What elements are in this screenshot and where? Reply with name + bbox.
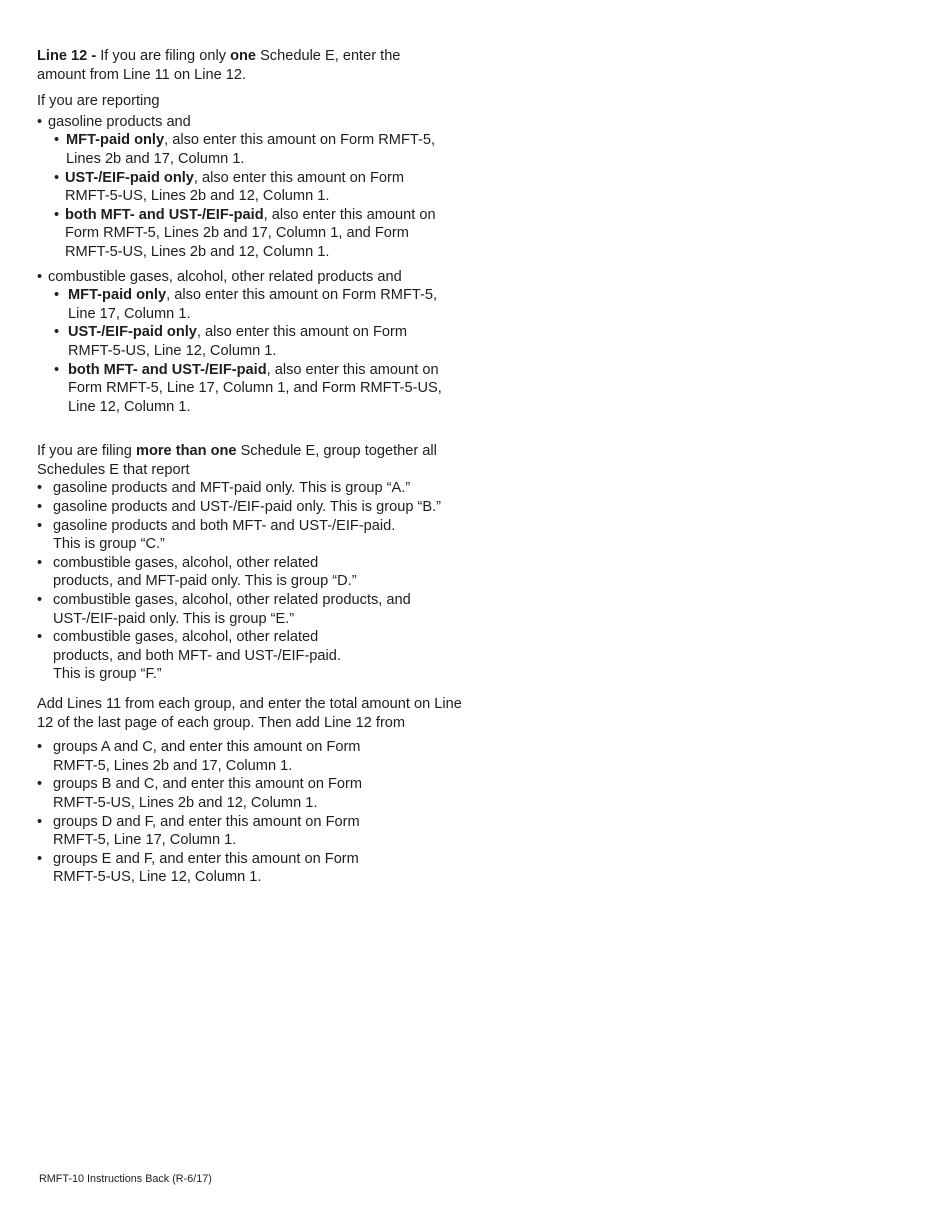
bullet: • — [37, 813, 43, 830]
group-item-c — [37, 517, 423, 554]
add-text: groups B and C, and enter this amount on Form RMFT-5-US, Lines 2b and 12, Column 1. — [53, 776, 363, 811]
group-text: gasoline products and UST-/EIF-paid only. This is group “B.” — [53, 499, 441, 516]
bullet: • — [37, 517, 43, 534]
add-text: groups E and F, and enter this amount on Form RMFT-5-US, Line 12, Column 1. — [53, 850, 359, 886]
group-text: gasoline products and MFT-paid only. This is group “A.” — [53, 480, 411, 497]
multiple-emph: more than one — [135, 443, 237, 460]
item-text: , also enter this amount on Form RMFT-5, Lines 2b and 17, Column 1, and Form RMFT-5-US, Lines 2b and 12, Column 1. — [65, 206, 436, 260]
item-bold: MFT-paid only — [66, 132, 165, 149]
item-text: , also enter this amount on Form RMFT-5, Line 17, Column 1. — [68, 287, 437, 322]
reporting-intro: If you are reporting — [37, 93, 160, 110]
item-bold: UST-/EIF-paid only — [68, 324, 197, 341]
combustible-section — [37, 268, 477, 287]
line12-text-b: Schedule E, enter the amount from Line 11 on Line 12. — [37, 48, 401, 83]
page-footer: RMFT-10 Instructions Back (R-6/17) — [39, 1173, 212, 1185]
gasoline-item-both — [37, 206, 450, 262]
bullet: • — [37, 113, 43, 130]
bullet: • — [37, 629, 43, 646]
item-text: , also enter this amount on Form RMFT-5, Line 17, Column 1, and Form RMFT-5-US, Line 12, Column 1. — [68, 361, 442, 415]
gasoline-item-mft — [37, 131, 471, 168]
bullet: • — [37, 499, 43, 516]
group-text: gasoline products and both MFT- and UST-/EIF-paid. This is group “C.” — [53, 517, 396, 553]
line12-emph-one: one — [230, 48, 257, 64]
combustible-item-mft — [37, 286, 468, 323]
bullet: • — [54, 287, 60, 304]
multiple-intro — [37, 442, 469, 479]
bullet: • — [54, 132, 60, 149]
group-text: combustible gases, alcohol, other related products, and UST-/EIF-paid only. This is group “E.” — [53, 592, 411, 627]
add-item-df — [37, 813, 373, 850]
bullet: • — [54, 361, 60, 378]
item-bold: both MFT- and UST-/EIF-paid — [68, 361, 267, 378]
gasoline-heading: gasoline products and — [48, 113, 191, 130]
bullet: • — [54, 169, 60, 186]
multiple-text-a: If you are filing — [37, 443, 136, 460]
group-item-d — [37, 554, 373, 591]
item-text: , also enter this amount on Form RMFT-5-US, Line 12, Column 1. — [68, 324, 408, 359]
item-bold: UST-/EIF-paid only — [65, 169, 194, 186]
gasoline-item-ust — [37, 169, 405, 206]
group-item-a — [37, 479, 473, 498]
instructions-column — [37, 47, 477, 887]
multiple-text-b: Schedule E, group together all Schedules E that report — [37, 443, 437, 478]
add-text: groups D and F, and enter this amount on Form RMFT-5, Line 17, Column 1. — [53, 813, 360, 849]
bullet: • — [37, 480, 43, 497]
bullet: • — [37, 554, 43, 571]
bullet: • — [54, 206, 60, 223]
add-item-ac — [37, 738, 373, 775]
group-text: combustible gases, alcohol, other related products, and both MFT- and UST-/EIF-paid. This is group “F.” — [53, 629, 341, 683]
bullet: • — [37, 739, 43, 756]
bullet: • — [54, 324, 60, 341]
item-bold: both MFT- and UST-/EIF-paid — [65, 206, 264, 223]
group-list — [37, 479, 477, 684]
add-item-ef — [37, 850, 373, 887]
line12-paragraph — [37, 47, 437, 84]
bullet: • — [37, 776, 43, 793]
combustible-item-ust — [37, 323, 408, 360]
group-item-e — [37, 591, 428, 628]
item-text: , also enter this amount on Form RMFT-5-US, Lines 2b and 12, Column 1. — [65, 169, 405, 205]
group-text: combustible gases, alcohol, other related products, and MFT-paid only. This is group “D.” — [53, 554, 357, 590]
bullet: • — [37, 850, 43, 867]
group-item-b — [37, 498, 473, 517]
item-bold: MFT-paid only — [68, 287, 167, 304]
add-intro: Add Lines 11 from each group, and enter the total amount on Line 12 of the last page of each group. Then add Line 12 from — [37, 696, 462, 731]
group-item-f — [37, 628, 368, 684]
combustible-item-both — [37, 361, 470, 417]
add-list — [37, 738, 477, 887]
line12-text-a: If you are filing only — [96, 48, 231, 64]
combustible-heading: combustible gases, alcohol, other related products and — [48, 268, 402, 285]
bullet: • — [37, 268, 43, 285]
item-text: , also enter this amount on Form RMFT-5, Lines 2b and 17, Column 1. — [66, 132, 435, 167]
add-text: groups A and C, and enter this amount on Form RMFT-5, Lines 2b and 17, Column 1. — [53, 739, 361, 774]
gasoline-section — [37, 113, 477, 132]
bullet: • — [37, 592, 43, 609]
add-item-bc — [37, 775, 398, 812]
line12-label: Line 12 - — [37, 48, 97, 64]
